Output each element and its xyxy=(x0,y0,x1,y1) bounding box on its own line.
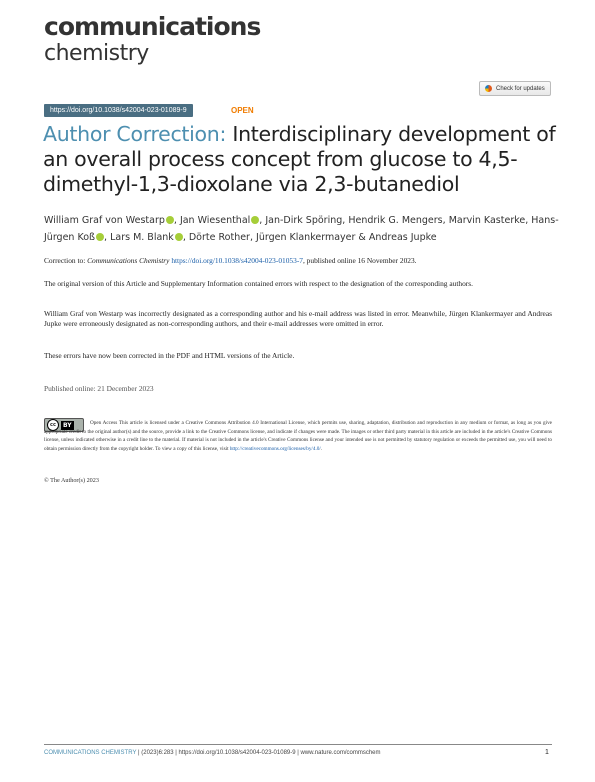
orcid-icon[interactable] xyxy=(166,216,174,224)
author-separator: , xyxy=(525,215,532,226)
title-main: Interdisciplinary development of an overall process concept from glucose to 4,5-dimethyl-1,3-dioxolane via 2,3-butanediol xyxy=(43,122,556,196)
license-end: . xyxy=(320,445,323,452)
author-list xyxy=(44,212,559,246)
author-separator: , xyxy=(249,232,257,243)
author-name[interactable]: Marvin Kasterke xyxy=(448,215,526,226)
author-name[interactable]: Andreas Jupke xyxy=(368,232,437,243)
footer-divider xyxy=(44,744,552,745)
orcid-icon[interactable] xyxy=(96,233,104,241)
footer-journal: COMMUNICATIONS CHEMISTRY xyxy=(44,750,137,756)
article-title xyxy=(43,122,563,197)
author-name[interactable]: William Graf von Westarp xyxy=(44,215,165,226)
check-updates-label: Check for updates xyxy=(496,85,545,92)
license-text xyxy=(44,419,552,453)
copyright: © The Author(s) 2023 xyxy=(44,477,99,484)
footer xyxy=(44,750,381,756)
author-separator: , xyxy=(173,215,180,226)
author-name[interactable]: Lars M. Blank xyxy=(110,232,174,243)
crossmark-icon xyxy=(485,85,492,92)
author-name[interactable]: Dörte Rother xyxy=(188,232,250,243)
cc-circle-icon: cc xyxy=(47,419,59,431)
correction-prefix: Correction to: xyxy=(44,256,86,265)
author-name[interactable]: Jürgen Klankermayer xyxy=(256,232,356,243)
page-number: 1 xyxy=(545,749,549,756)
author-separator: & xyxy=(355,232,369,243)
footer-citation: | (2023)6:283 | https://doi.org/10.1038/s42004-023-01089-9 | www.nature.com/commschem xyxy=(136,750,381,756)
license-link[interactable]: http://creativecommons.org/licenses/by/4.0/ xyxy=(229,445,321,452)
correction-link[interactable]: https://doi.org/10.1038/s42004-023-01053-7 xyxy=(171,256,303,265)
author-separator: , xyxy=(104,232,111,243)
paragraph: William Graf von Westarp was incorrectly designated as a corresponding author and his e-mail address was listed in error. Meanwhile, Jürgen Klankermayer and Andreas Jupke were erroneously designated as non-corresponding authors, and their e-mail addresses were omitted in error. xyxy=(44,309,552,328)
author-name[interactable]: Jan-Dirk Spöring xyxy=(265,215,343,226)
orcid-icon[interactable] xyxy=(175,233,183,241)
author-separator: , xyxy=(259,215,266,226)
by-label: BY xyxy=(63,421,72,429)
author-separator: , xyxy=(182,232,189,243)
correction-notice xyxy=(44,256,552,266)
author-separator: , xyxy=(342,215,349,226)
license-body: Open Access This article is licensed under a Creative Commons Attribution 4.0 International License, which permits use, sharing, adaptation, distribution and reproduction in any medium or format, as long as you give appropriate credit to the original author(s) and the source, provide a link to the Creative Commons license, and indicate if changes were made. The images or other third party material in this article are included in the article's Creative Commons license, unless indicated otherwise in a credit line to the material. If material is not included in the article's Creative Commons license and your intended use is not permitted by statutory regulation or exceeds the permitted use, you will need to obtain permission directly from the copyright holder. To view a copy of this license, visit xyxy=(44,420,552,452)
title-prefix: Author Correction: xyxy=(43,122,227,146)
correction-journal: Communications Chemistry xyxy=(87,256,170,265)
author-name[interactable]: Hans-Jürgen Koß xyxy=(44,215,559,243)
author-separator: , xyxy=(442,215,449,226)
open-access-label: OPEN xyxy=(231,106,254,115)
author-name[interactable]: Jan Wiesenthal xyxy=(179,215,251,226)
paragraph: The original version of this Article and Supplementary Information contained errors with respect to the designation of the corresponding authors. xyxy=(44,279,473,288)
correction-suffix: , published online 16 November 2023. xyxy=(302,256,417,265)
paragraph: These errors have now been corrected in the PDF and HTML versions of the Article. xyxy=(44,351,295,360)
doi-badge[interactable]: https://doi.org/10.1038/s42004-023-01089-9 xyxy=(44,104,193,117)
journal-name-line1: communications xyxy=(44,12,261,41)
check-for-updates-button[interactable] xyxy=(479,81,551,96)
author-name[interactable]: Hendrik G. Mengers xyxy=(348,215,443,226)
journal-name-line2: chemistry xyxy=(44,41,149,66)
published-date: Published online: 21 December 2023 xyxy=(44,384,154,393)
